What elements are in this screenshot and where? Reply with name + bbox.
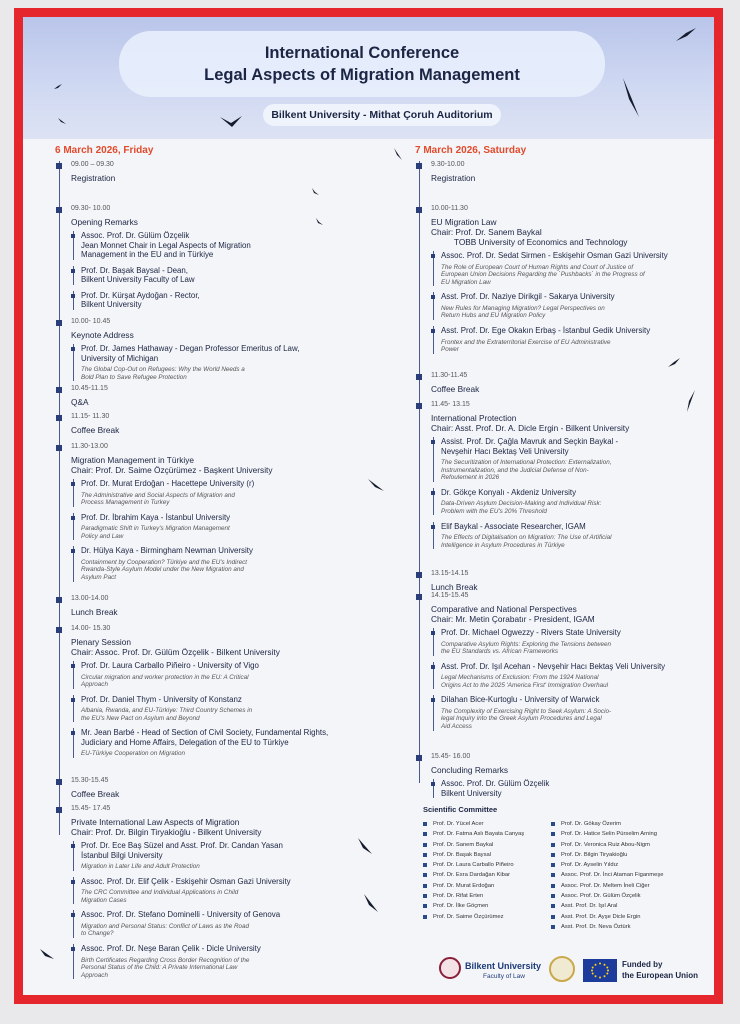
timeline-marker [56, 597, 62, 603]
speaker-name: Assoc. Prof. Dr. Elif Çelik - Eskişehir Osman Gazi University [81, 876, 291, 886]
timeline-marker [56, 627, 62, 633]
paper-title: Legal Mechanisms of Exclusion: From the 1924 National Origins Act to the 2025 'America First' Immigration Overhaul [441, 674, 608, 689]
timeline-marker [416, 374, 422, 380]
speaker-name: Dilahan Bice-Kurtoglu - University of Warwick [441, 695, 600, 705]
bird-icon [675, 27, 697, 43]
speaker-name: Prof. Dr. Ece Baş Süzel and Asst. Prof. Dr. Candan Yasan İstanbul Bilgi University [81, 841, 283, 860]
bird-icon [57, 117, 67, 125]
session-title: International Protection Chair: Asst. Prof. Dr. A. Dicle Ergin - Bilkent University [431, 413, 630, 433]
committee-member: Asst. Prof. Dr. Işıl Aral [551, 901, 663, 911]
speaker-name: Asst. Prof. Dr. Işıl Acehan - Nevşehir Hacı Bektaş Veli University [441, 661, 666, 671]
timeline-marker [56, 387, 62, 393]
committee-list-right [551, 819, 663, 932]
timeline-marker [56, 445, 62, 451]
paper-title: Birth Certificates Regarding Cross Border Recognition of the Personal Status of the Child: A Private International Law Approach [81, 956, 250, 979]
session-time: 10.00- 10.45 [71, 318, 111, 325]
speaker-marker [71, 880, 75, 884]
bilkent-faculty: Faculty of Law [483, 973, 525, 980]
speaker-name: Assoc. Prof. Dr. Gülüm Özçelik Bilkent University [441, 779, 550, 798]
committee-member: Prof. Dr. Hatice Selin Pürselim Arning [551, 829, 663, 839]
session-time: 10.45-11.15 [71, 385, 108, 392]
speaker-marker [431, 254, 435, 258]
committee-member: Prof. Dr. Bilgin Tiryakioğlu [551, 850, 663, 860]
speaker-name: Assist. Prof. Dr. Çağla Mavruk and Seçkin Baykal - Nevşehir Hacı Bektaş Veli University [441, 437, 619, 456]
session-time: 13.15-14.15 [431, 570, 469, 577]
session-title: Keynote Address [71, 330, 134, 340]
poster-frame [14, 8, 723, 1004]
timeline-marker [56, 320, 62, 326]
bird-icon [367, 477, 385, 493]
speaker-name: Assoc. Prof. Dr. Gülüm Özçelik Jean Monnet Chair in Legal Aspects of Migration Management in the EU and in Türkiye [81, 231, 251, 259]
day-2-date: 7 March 2026, Saturday [415, 145, 527, 156]
paper-title: The Administrative and Social Aspects of Migration and Process Management in Turkey [81, 491, 235, 507]
committee-member: Prof. Dr. Esra Dardağan Kibar [423, 870, 524, 880]
session-time: 09.30- 10.00 [71, 205, 111, 212]
speaker-name: Asst. Prof. Dr. Naziye Dirikgil - Sakarya University [441, 292, 615, 302]
timeline-marker [416, 572, 422, 578]
speaker-marker [71, 947, 75, 951]
speaker-name: Asst. Prof. Dr. Ege Okakın Erbaş - İstanbul Gedik University [441, 326, 651, 335]
paper-title: Migration in Later Life and Adult Protection [81, 863, 200, 870]
timeline-marker [416, 594, 422, 600]
paper-title: The Complexity of Exercising Right to Seek Asylum: A Socio- legal Inquiry into the Greek Asylum Procedures and Legal Aid Access [441, 707, 612, 731]
paper-title: EU-Türkiye Cooperation on Migration [81, 750, 185, 758]
session-time: 10.00-11.30 [431, 205, 468, 212]
speaker-name: Prof. Dr. Başak Baysal - Dean, Bilkent University Faculty of Law [81, 265, 195, 284]
paper-title: The Global Cop-Out on Refugees: Why the World Needs a Bold Plan to Save Refugee Protection [81, 366, 245, 381]
session-title: Coffee Break [71, 425, 120, 435]
session-title: Q&A [71, 397, 89, 407]
speaker-marker [71, 234, 75, 238]
committee-member: Prof. Dr. Laura Carballo Piñeiro [423, 860, 524, 870]
speaker-marker [431, 440, 435, 444]
session-title: Migration Management in Türkiye Chair: Prof. Dr. Saime Özçürümez - Başkent University [71, 455, 273, 475]
day-1-date: 6 March 2026, Friday [55, 145, 154, 156]
institute-seal-icon [549, 956, 575, 982]
speaker-marker [71, 698, 75, 702]
session-title: Private International Law Aspects of Migration Chair: Prof. Dr. Bilgin Tiryakioğlu - Bilkent University [71, 817, 262, 837]
timeline-line [419, 161, 420, 783]
committee-member: Prof. Dr. Murat Erdoğan [423, 881, 524, 891]
session-time: 09.00 – 09.30 [71, 161, 114, 168]
session-time: 11.30-11.45 [431, 372, 468, 379]
session-title: Registration [431, 173, 476, 183]
paper-title: Albania, Rwanda, and EU-Türkiye: Third Country Schemes in the EU's New Pact on Asylum and Beyond [81, 707, 253, 722]
committee-member: Prof. Dr. Saime Özçürümez [423, 912, 524, 922]
bird-icon [311, 187, 320, 196]
committee-member: Prof. Dr. Başak Baysal [423, 850, 524, 860]
committee-member: Prof. Dr. Sanem Baykal [423, 840, 524, 850]
committee-member: Prof. Dr. Veronica Ruiz Abou-Nigm [551, 840, 663, 850]
speaker-name: Prof. Dr. Murat Erdoğan - Hacettepe University (r) [81, 479, 255, 488]
speaker-marker [71, 347, 75, 351]
speaker-marker [431, 295, 435, 299]
session-title: Coffee Break [431, 384, 480, 394]
speaker-name: Assoc. Prof. Dr. Sedat Sirmen - Eskişehir Osman Gazi University [441, 251, 668, 260]
timeline-marker [416, 163, 422, 169]
session-time: 14.15-15.45 [431, 592, 469, 599]
timeline-marker [416, 755, 422, 761]
speaker-marker [71, 516, 75, 520]
footer-logos [439, 953, 709, 987]
paper-title: Data-Driven Asylum Decision-Making and Individual Risk: Problem with the EU's 20% Threshold [441, 500, 602, 515]
speaker-marker [71, 844, 75, 848]
committee-list-left [423, 819, 524, 922]
bird-icon [357, 837, 373, 855]
session-title: EU Migration Law Chair: Prof. Dr. Sanem Baykal TOBB University of Economics and Technology [431, 217, 628, 247]
paper-title: New Rules for Managing Migration? Legal Perspectives on Return Hubs and EU Migration Policy [441, 304, 605, 320]
bird-icon [393, 147, 403, 161]
committee-member: Prof. Dr. Ayselin Yıldız [551, 860, 663, 870]
bilkent-seal-icon [439, 957, 461, 979]
session-title: Comparative and National Perspectives Chair: Mr. Metin Çorabatır - President, IGAM [431, 604, 595, 624]
speaker-marker [431, 329, 435, 333]
speaker-name: Prof. Dr. Michael Ogwezzy - Rivers State University [441, 628, 621, 637]
session-title: Plenary Session Chair: Assoc. Prof. Dr. Gülüm Özçelik - Bilkent University [71, 637, 280, 657]
session-title: Lunch Break [71, 607, 118, 617]
bird-icon [219, 115, 243, 129]
timeline-marker [56, 807, 62, 813]
session-time: 11.45- 13.15 [431, 401, 470, 408]
committee-member: Assoc. Prof. Dr. İnci Ataman Figanmeşe [551, 870, 663, 880]
speaker-name: Dr. Gökçe Konyalı - Akdeniz University [441, 487, 577, 497]
paper-title: The CRC Committee and Individual Applications in Child Migration Cases [81, 889, 239, 904]
paper-title: The Securitization of International Protection: Externalization, Instrumentalization, and the Judicial Defense of Non- Refoulement in 2026 [441, 459, 612, 482]
committee-member: Asst. Prof. Dr. Ayşe Dicle Ergin [551, 912, 663, 922]
speaker-marker [431, 491, 435, 495]
speaker-marker [431, 782, 435, 786]
committee-member: Prof. Dr. Fatma Aslı Bayata Canyaş [423, 829, 524, 839]
paper-title: Paradigmatic Shift in Turkey's Migration Management Policy and Law [81, 525, 230, 540]
session-title: Lunch Break [431, 582, 478, 592]
session-time: 15.45- 16.00 [431, 753, 471, 760]
bilkent-name: Bilkent University [465, 961, 542, 971]
poster [23, 17, 714, 995]
bird-icon [667, 357, 681, 369]
bird-icon [363, 893, 379, 913]
session-time: 15.45- 17.45 [71, 805, 111, 812]
timeline-marker [416, 403, 422, 409]
title-line-1: International Conference [264, 44, 460, 62]
bird-icon [621, 77, 641, 119]
session-title: Opening Remarks [71, 217, 138, 227]
committee-member: Asst. Prof. Dr. Neva Öztürk [551, 922, 663, 932]
timeline-marker [56, 163, 62, 169]
committee-member: Assoc. Prof. Dr. Gülüm Özçelik [551, 891, 663, 901]
session-time: 9.30-10.00 [431, 161, 465, 168]
speaker-name: Assoc. Prof. Dr. Stefano Dominelli - University of Genova [81, 910, 281, 920]
speaker-marker [431, 665, 435, 669]
speaker-marker [71, 482, 75, 486]
paper-title: The Role of European Court of Human Rights and Court of Justice of European Union Decisions Regarding the `Pushbacks` in the Progress of EU Migration Law [441, 263, 645, 286]
speaker-name: Elif Baykal - Associate Researcher, IGAM [441, 521, 586, 531]
session-time: 11.15- 11.30 [71, 413, 110, 420]
session-title: Coffee Break [71, 789, 120, 799]
speaker-marker [71, 294, 75, 298]
committee-member: Prof. Dr. Yücel Acer [423, 819, 524, 829]
bird-icon [53, 83, 63, 91]
bird-icon [315, 217, 324, 226]
timeline-marker [416, 207, 422, 213]
speaker-marker [71, 731, 75, 735]
committee-member: Prof. Dr. İlke Göçmen [423, 901, 524, 911]
paper-title: Circular migration and worker protection in the EU: A Critical Approach [81, 673, 249, 689]
paper-title: Migration and Personal Status: Conflict of Laws as the Road to Change? [81, 922, 250, 938]
session-time: 14.00- 15.30 [71, 625, 111, 632]
bird-icon [39, 947, 55, 961]
session-title: Registration [71, 173, 116, 183]
session-title: Concluding Remarks [431, 765, 509, 775]
speaker-marker [71, 913, 75, 917]
speaker-name: Dr. Hülya Kaya - Birmingham Newman University [81, 546, 253, 556]
committee-member: Prof. Dr. Gökay Özerim [551, 819, 663, 829]
timeline-marker [56, 415, 62, 421]
committee-member: Prof. Dr. Rifat Erten [423, 891, 524, 901]
speaker-marker [71, 269, 75, 273]
speaker-name: Prof. Dr. Kürşat Aydoğan - Rector, Bilkent University [81, 290, 200, 309]
speaker-name: Prof. Dr. İbrahim Kaya - İstanbul University [81, 512, 231, 522]
paper-title: Frontex and the Extraterritorial Exercise of EU Administrative Power [441, 338, 611, 354]
speaker-name: Prof. Dr. Laura Carballo Piñeiro - University of Vigo [81, 661, 259, 670]
speaker-marker [431, 631, 435, 635]
committee-heading: Scientific Committee [423, 805, 498, 814]
speaker-name: Assoc. Prof. Dr. Neşe Baran Çelik - Dicle University [81, 944, 261, 953]
speaker-marker [71, 664, 75, 668]
eu-funding-line-2: the European Union [622, 971, 698, 980]
speaker-name: Mr. Jean Barbé - Head of Section of Civil Society, Fundamental Rights, Judiciary and Home Affairs, Delegation of the EU to Türkiye [81, 728, 329, 747]
session-time: 11.30-13.00 [71, 443, 108, 450]
paper-title: Containment by Cooperation? Türkiye and the EU's Indirect Rwanda-Style Asylum Model under the New Migration and Asylum Pact [81, 558, 248, 582]
title-block [119, 31, 605, 97]
header-banner [23, 17, 714, 139]
venue-label: Bilkent University - Mithat Çoruh Auditorium [263, 104, 501, 126]
session-time: 13.00-14.00 [71, 595, 109, 602]
committee-member: Assoc. Prof. Dr. Meltem İneli Ciğer [551, 881, 663, 891]
paper-title: Comparative Asylum Rights: Exploring the Tensions between the EU Standards vs. African Frameworks [441, 640, 611, 656]
paper-title: The Effects of Digitalisation on Migration: The Use of Artificial Intelligence in Asylum Procedures in Türkiye [441, 534, 612, 549]
timeline-marker [56, 207, 62, 213]
eu-flag-icon [583, 959, 617, 982]
timeline-line [59, 161, 60, 835]
eu-funding-line-1: Funded by [622, 960, 663, 969]
speaker-marker [431, 525, 435, 529]
session-time: 15.30-15.45 [71, 777, 109, 784]
bird-icon [685, 389, 697, 413]
speaker-marker [71, 549, 75, 553]
speaker-marker [431, 698, 435, 702]
speaker-name: Prof. Dr. Daniel Thym - University of Konstanz [81, 694, 242, 704]
timeline-marker [56, 779, 62, 785]
title-line-2: Legal Aspects of Migration Management [204, 66, 520, 84]
speaker-name: Prof. Dr. James Hathaway - Degan Professor Emeritus of Law, University of Michigan [81, 344, 300, 363]
